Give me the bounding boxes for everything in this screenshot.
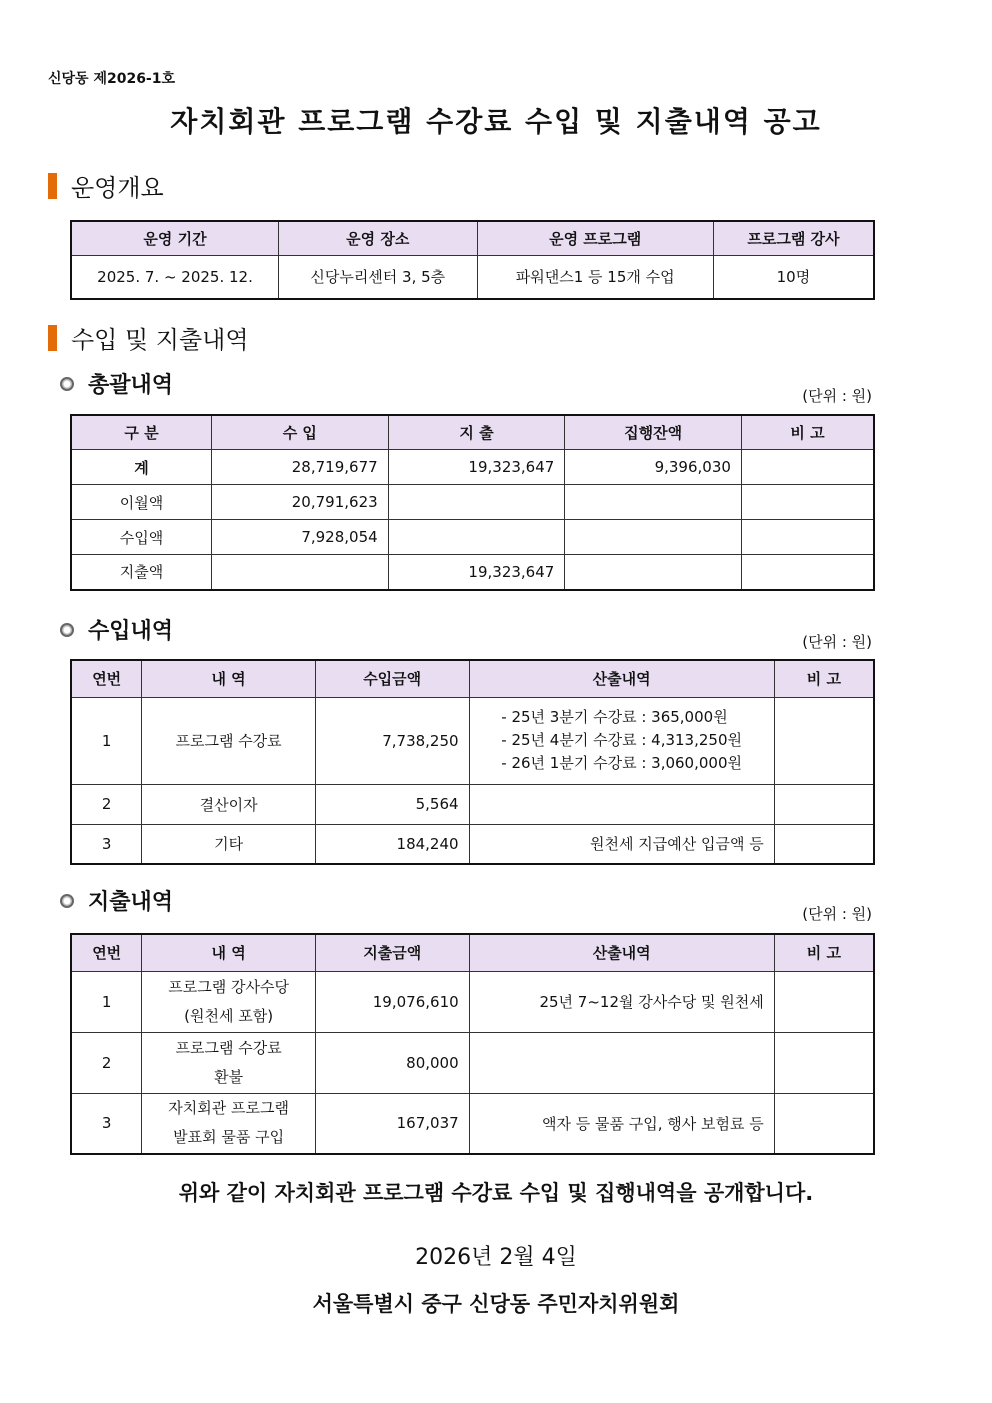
calc-line: - 26년 1분기 수강료 : 3,060,000원 (501, 754, 742, 772)
table-row (71, 450, 874, 485)
item-cell (142, 1032, 315, 1093)
column-header: 지출금액 (315, 934, 469, 971)
column-header: 연번 (71, 660, 142, 697)
note-cell (741, 450, 874, 485)
section-marker-icon (48, 325, 57, 351)
income-cell: 28,719,677 (212, 450, 389, 485)
item-cell: 결산이자 (142, 784, 315, 824)
calc-cell (469, 1032, 774, 1093)
table-header-row (71, 221, 874, 256)
item-line: (원천세 포함) (184, 1006, 274, 1025)
category-cell: 수입액 (71, 520, 212, 555)
category-cell: 이월액 (71, 485, 212, 520)
amount-cell: 7,738,250 (315, 697, 469, 784)
item-line: 발표회 물품 구입 (173, 1128, 285, 1147)
column-header: 수입금액 (315, 660, 469, 697)
issuing-organization: 서울특별시 중구 신당동 주민자치위원회 (312, 1292, 680, 1316)
number-cell: 1 (71, 971, 142, 1032)
note-cell (741, 485, 874, 520)
instructor-cell: 10명 (713, 256, 874, 299)
column-header: 구 분 (71, 415, 212, 450)
column-header: 비 고 (741, 415, 874, 450)
balance-cell (565, 555, 742, 590)
table-row (71, 555, 874, 590)
subsection-title: 지출내역 (88, 890, 174, 915)
note-cell (774, 1093, 874, 1154)
table-row (71, 784, 874, 824)
circle-bullet-icon (60, 623, 74, 637)
income-cell: 20,791,623 (212, 485, 389, 520)
note-cell (774, 784, 874, 824)
category-cell: 계 (71, 450, 212, 485)
calc-cell (469, 697, 774, 784)
subsection-title: 총괄내역 (88, 373, 174, 398)
note-cell (741, 520, 874, 555)
period-cell: 2025. 7. ~ 2025. 12. (71, 256, 279, 299)
column-header: 내 역 (142, 660, 315, 697)
number-cell: 1 (71, 697, 142, 784)
number-cell: 2 (71, 1032, 142, 1093)
item-line: 자치회관 프로그램 (168, 1099, 289, 1118)
subsection-heading-income (60, 614, 173, 645)
summary-table (70, 414, 875, 591)
column-header: 운영 프로그램 (477, 221, 713, 256)
column-header: 비 고 (774, 934, 874, 971)
closing-statement: 위와 같이 자치회관 프로그램 수강료 수입 및 집행내역을 공개합니다. (178, 1181, 814, 1205)
subsection-heading-summary (60, 368, 173, 399)
column-header: 운영 기간 (71, 221, 279, 256)
amount-cell: 5,564 (315, 784, 469, 824)
item-line: 프로그램 수강료 (175, 1038, 282, 1057)
income-cell (212, 555, 389, 590)
calc-cell: 25년 7~12월 강사수당 및 원천세 (469, 971, 774, 1032)
overview-table (70, 220, 875, 300)
table-row (71, 1032, 874, 1093)
note-cell (774, 697, 874, 784)
balance-cell: 9,396,030 (565, 450, 742, 485)
page-title: 자치회관 프로그램 수강료 수입 및 지출내역 공고 (170, 105, 822, 138)
amount-cell: 19,076,610 (315, 971, 469, 1032)
note-cell (741, 555, 874, 590)
number-cell: 3 (71, 1093, 142, 1154)
section-title: 운영개요 (71, 174, 164, 202)
table-row (71, 256, 874, 299)
item-line: 환불 (214, 1067, 244, 1086)
subsection-title: 수입내역 (88, 619, 174, 644)
column-header: 운영 장소 (279, 221, 477, 256)
calc-line: - 25년 3분기 수강료 : 365,000원 (501, 708, 728, 726)
expense-cell: 19,323,647 (388, 450, 565, 485)
table-row (71, 485, 874, 520)
table-header-row (71, 934, 874, 971)
column-header: 수 입 (212, 415, 389, 450)
section-title: 수입 및 지출내역 (71, 326, 249, 354)
note-cell (774, 1032, 874, 1093)
subsection-heading-expense (60, 885, 173, 916)
calc-line: - 25년 4분기 수강료 : 4,313,250원 (501, 731, 742, 749)
income-cell: 7,928,054 (212, 520, 389, 555)
number-cell: 2 (71, 784, 142, 824)
calc-cell: 원천세 지급예산 입금액 등 (469, 824, 774, 864)
announcement-date: 2026년 2월 4일 (415, 1245, 577, 1270)
amount-cell: 80,000 (315, 1032, 469, 1093)
circle-bullet-icon (60, 377, 74, 391)
table-row (71, 971, 874, 1032)
item-cell (142, 971, 315, 1032)
table-header-row (71, 415, 874, 450)
column-header: 비 고 (774, 660, 874, 697)
expense-cell: 19,323,647 (388, 555, 565, 590)
program-cell: 파워댄스1 등 15개 수업 (477, 256, 713, 299)
column-header: 내 역 (142, 934, 315, 971)
note-cell (774, 824, 874, 864)
unit-label: (단위 : 원) (802, 633, 872, 651)
column-header: 지 출 (388, 415, 565, 450)
column-header: 집행잔액 (565, 415, 742, 450)
item-line: 프로그램 강사수당 (168, 977, 289, 996)
balance-cell (565, 485, 742, 520)
expense-table (70, 933, 875, 1155)
unit-label: (단위 : 원) (802, 905, 872, 923)
number-cell: 3 (71, 824, 142, 864)
column-header: 산출내역 (469, 934, 774, 971)
expense-cell (388, 485, 565, 520)
amount-cell: 167,037 (315, 1093, 469, 1154)
category-cell: 지출액 (71, 555, 212, 590)
unit-label: (단위 : 원) (802, 387, 872, 405)
location-cell: 신당누리센터 3, 5층 (279, 256, 477, 299)
table-row (71, 824, 874, 864)
section-marker-icon (48, 173, 57, 199)
item-cell (142, 1093, 315, 1154)
column-header: 프로그램 강사 (713, 221, 874, 256)
table-row (71, 1093, 874, 1154)
item-cell: 프로그램 수강료 (142, 697, 315, 784)
column-header: 산출내역 (469, 660, 774, 697)
document-number: 신당동 제2026-1호 (48, 71, 176, 87)
amount-cell: 184,240 (315, 824, 469, 864)
balance-cell (565, 520, 742, 555)
section-heading-overview (48, 168, 164, 203)
circle-bullet-icon (60, 894, 74, 908)
calc-cell: 액자 등 물품 구입, 행사 보험료 등 (469, 1093, 774, 1154)
note-cell (774, 971, 874, 1032)
calc-cell (469, 784, 774, 824)
section-heading-income-expense (48, 320, 249, 355)
income-table (70, 659, 875, 865)
expense-cell (388, 520, 565, 555)
item-cell: 기타 (142, 824, 315, 864)
table-row (71, 697, 874, 784)
table-header-row (71, 660, 874, 697)
column-header: 연번 (71, 934, 142, 971)
table-row (71, 520, 874, 555)
